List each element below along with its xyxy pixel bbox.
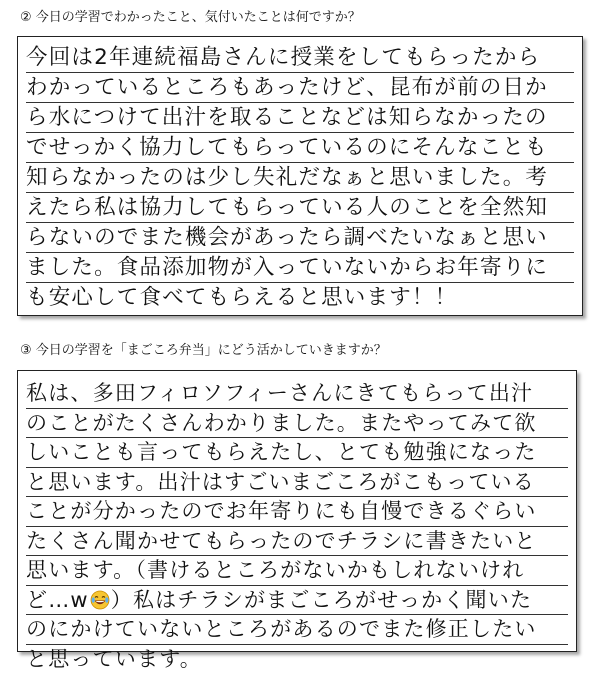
answer-box-3 [17, 370, 577, 652]
answer-line-with-emoji [26, 586, 568, 616]
answer-line: たくさん聞かせてもらったのでチラシに書きたいと [26, 527, 568, 557]
answer-line: えたら私は協力してもらっている人のことを全然知 [26, 193, 574, 223]
laughing-tears-emoji-icon [90, 590, 110, 610]
answer-line: ことが分かったのでお年寄りにも自慢できるぐらい [26, 497, 568, 527]
question-3-text: 今日の学習を「まごころ弁当」にどう活かしていきますか？ [36, 343, 387, 358]
answer-line: らないのでまた機会があったら調べたいなぁと思い [26, 223, 574, 253]
answer-line: も安心して食べてもらえると思います！！ [26, 283, 574, 313]
answer-box-2 [17, 36, 583, 316]
answer-3-lines [26, 379, 568, 674]
answer-2-lines [26, 43, 574, 313]
answer-line: 知らなかったのは少し失礼だなぁと思いました。考 [26, 163, 574, 193]
answer-line: と思っています。 [26, 645, 568, 674]
question-2 [20, 10, 361, 26]
answer-line: ました。食品添加物が入っていないからお年寄りに [26, 253, 574, 283]
answer-text: ）私はチラシがまごころがせっかく聞いた [111, 588, 532, 612]
question-3 [20, 343, 387, 359]
question-2-number: ② [20, 10, 32, 25]
question-3-number: ③ [20, 343, 32, 358]
question-2-text: 今日の学習でわかったこと、気付いたことは何ですか？ [36, 10, 361, 25]
answer-line: のにかけていないところがあるのでまた修正したい [26, 615, 568, 645]
answer-line: のことがたくさんわかりました。またやってみて欲 [26, 409, 568, 439]
answer-line: 私は、多田フィロソフィーさんにきてもらって出汁 [26, 379, 568, 409]
answer-line: 今回は2年連続福島さんに授業をしてもらったから [26, 43, 574, 73]
answer-text: ど…w [26, 588, 89, 612]
answer-line: わかっているところもあったけど、昆布が前の日か [26, 73, 574, 103]
answer-line: でせっかく協力してもらっているのにそんなことも [26, 133, 574, 163]
answer-line: しいことも言ってもらえたし、とても勉強になった [26, 438, 568, 468]
answer-line: と思います。出汁はすごいまごころがこもっている [26, 468, 568, 498]
answer-line: 思います。（書けるところがないかもしれないけれ [26, 556, 568, 586]
answer-line: ら水につけて出汁を取ることなどは知らなかったの [26, 103, 574, 133]
